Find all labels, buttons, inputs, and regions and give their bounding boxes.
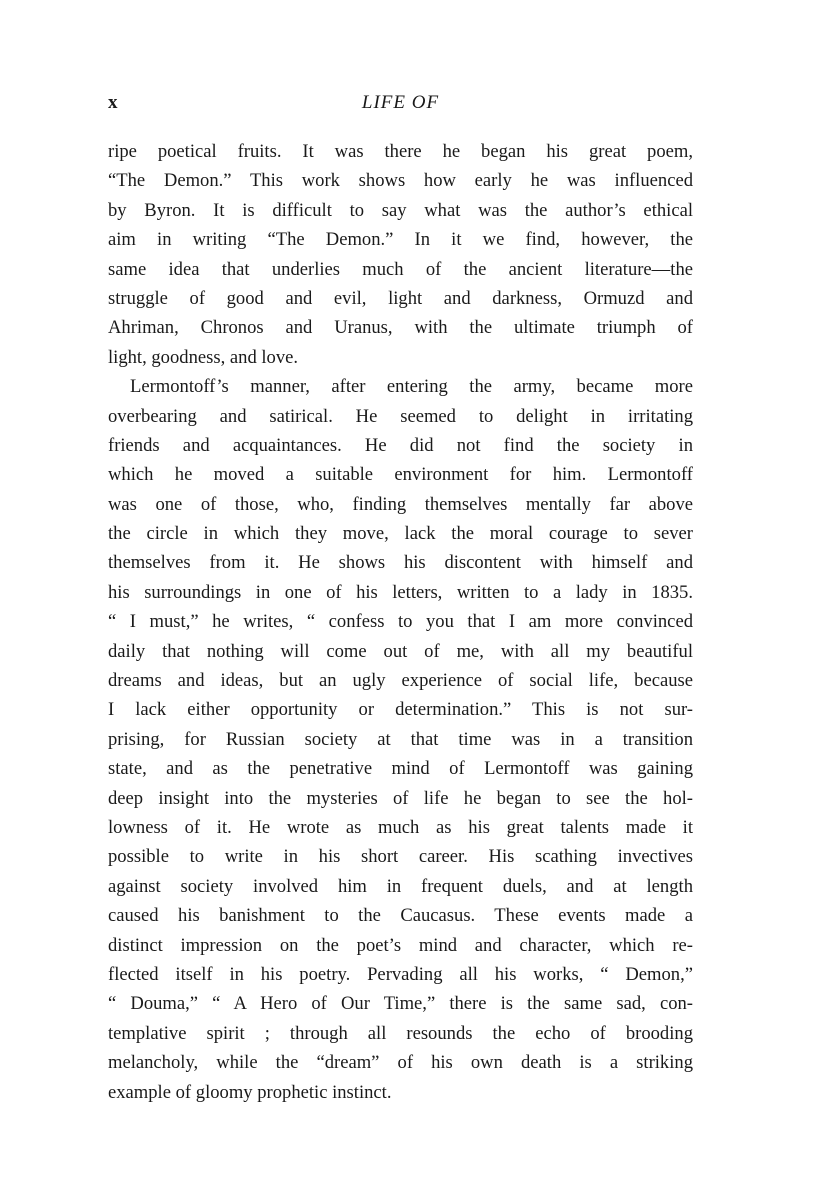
page-number: x bbox=[108, 92, 118, 113]
text-line: aim in writing “The Demon.” In it we find, however, the bbox=[108, 229, 693, 251]
text-line: templative spirit ; through all resounds the echo of brooding bbox=[108, 1022, 693, 1044]
text-line: Lermontoff’s manner, after entering the army, became more bbox=[130, 376, 693, 398]
text-line: Ahriman, Chronos and Uranus, with the ultimate triumph of bbox=[108, 317, 693, 339]
text-line: “The Demon.” This work shows how early he was influenced bbox=[108, 170, 693, 192]
text-line: lowness of it. He wrote as much as his great talents made it bbox=[108, 816, 693, 838]
text-line: was one of those, who, finding themselves mentally far above bbox=[108, 493, 693, 515]
text-line: I lack either opportunity or determination.” This is not sur- bbox=[108, 699, 693, 721]
text-line: overbearing and satirical. He seemed to delight in irritating bbox=[108, 405, 693, 427]
paragraph-2 bbox=[108, 372, 693, 1107]
text-line: melancholy, while the “dream” of his own death is a striking bbox=[108, 1052, 693, 1074]
text-line: deep insight into the mysteries of life he began to see the hol- bbox=[108, 787, 693, 809]
text-line: his surroundings in one of his letters, written to a lady in 1835. bbox=[108, 581, 693, 603]
text-line: against society involved him in frequent duels, and at length bbox=[108, 875, 693, 897]
text-line: distinct impression on the poet’s mind and character, which re- bbox=[108, 934, 693, 956]
text-line: possible to write in his short career. His scathing invectives bbox=[108, 846, 693, 868]
text-line: dreams and ideas, but an ugly experience of social life, because bbox=[108, 670, 693, 692]
text-line: caused his banishment to the Caucasus. These events made a bbox=[108, 905, 693, 927]
text-line: the circle in which they move, lack the moral courage to sever bbox=[108, 523, 693, 545]
text-line: state, and as the penetrative mind of Lermontoff was gaining bbox=[108, 758, 693, 780]
text-line: ripe poetical fruits. It was there he began his great poem, bbox=[108, 141, 693, 162]
running-title: LIFE OF bbox=[361, 92, 440, 113]
text-line: which he moved a suitable environment for him. Lermontoff bbox=[108, 464, 693, 486]
text-line: struggle of good and evil, light and darkness, Ormuzd and bbox=[108, 287, 693, 309]
text-line: light, goodness, and love. bbox=[108, 346, 299, 368]
text-line: “ Douma,” “ A Hero of Our Time,” there is the same sad, con- bbox=[108, 993, 693, 1015]
paragraph-1 bbox=[108, 137, 693, 372]
text-line: same idea that underlies much of the ancient literature—the bbox=[108, 258, 693, 280]
text-line: themselves from it. He shows his discontent with himself and bbox=[108, 552, 693, 574]
body-text bbox=[108, 137, 693, 1107]
text-line: “ I must,” he writes, “ confess to you that I am more convinced bbox=[108, 611, 693, 633]
text-line: daily that nothing will come out of me, with all my beautiful bbox=[108, 640, 693, 662]
text-line: prising, for Russian society at that time was in a transition bbox=[108, 728, 693, 750]
text-line: example of gloomy prophetic instinct. bbox=[108, 1081, 392, 1103]
running-header bbox=[108, 92, 693, 116]
text-line: by Byron. It is difficult to say what was the author’s ethical bbox=[108, 199, 693, 221]
text-line: flected itself in his poetry. Pervading all his works, “ Demon,” bbox=[108, 963, 693, 985]
text-line: friends and acquaintances. He did not find the society in bbox=[108, 434, 693, 456]
